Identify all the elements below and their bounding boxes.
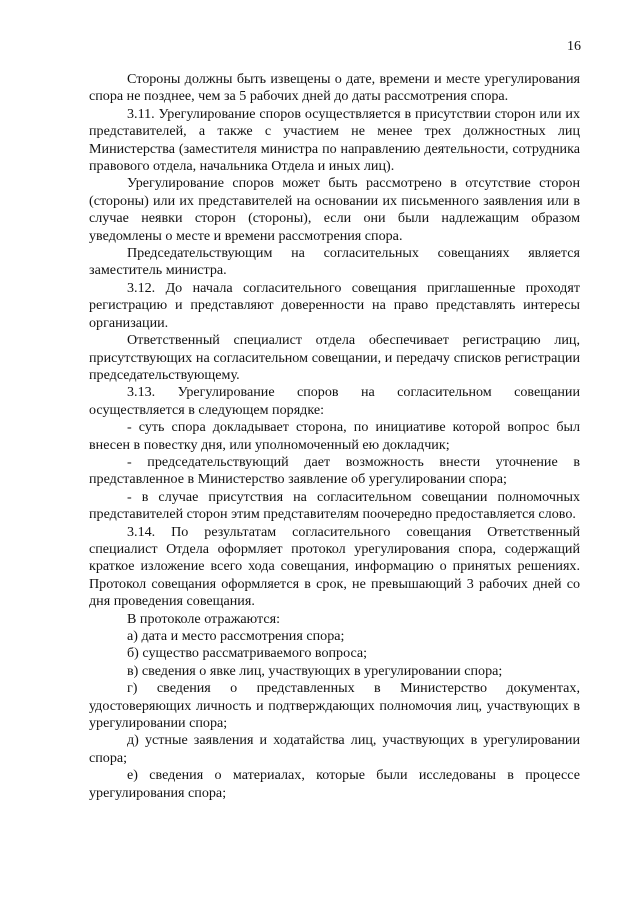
page-number: 16 <box>567 39 581 54</box>
document-body <box>89 71 580 802</box>
list-item-g: г) сведения о представленных в Министерство документах, удостоверяющих личность и подтверждающих полномочия лиц, участвующих в урегулировании спора; <box>89 680 580 732</box>
paragraph-3-13: 3.13. Урегулирование споров на согласительном совещании осуществляется в следующем порядке: <box>89 384 580 418</box>
list-item-a: а) дата и место рассмотрения спора; <box>127 628 345 644</box>
list-item-d: д) устные заявления и ходатайства лиц, участвующих в урегулировании спора; <box>89 732 580 766</box>
list-item-dispute-report: - суть спора докладывает сторона, по инициативе которой вопрос был внесен в повестку дня, или уполномоченный ею докладчик; <box>89 419 580 453</box>
list-item-representatives: - в случае присутствия на согласительном совещании полномочных представителей сторон этим представителям поочередно предоставляется слово. <box>89 488 580 523</box>
list-item-clarification: - председательствующий дает возможность внести уточнение в представленное в Министерство заявление об урегулировании спора; <box>89 453 580 488</box>
paragraph-3-11: 3.11. Урегулирование споров осуществляется в присутствии сторон или их представителей, а также с участием не менее трех должностных лиц Министерства (заместителя министра по направлению деятельности, сотрудника правового отдела, начальника Отдела и иных лиц). <box>89 105 580 175</box>
paragraph-chairperson: Председательствующим на согласительных совещаниях является заместитель министра. <box>89 245 580 279</box>
list-item-b: б) существо рассматриваемого вопроса; <box>127 645 368 662</box>
list-item-v: в) сведения о явке лиц, участвующих в урегулировании спора; <box>127 662 503 679</box>
paragraph-protocol-contents: В протоколе отражаются: <box>127 610 281 627</box>
paragraph-registration: Ответственный специалист отдела обеспечивает регистрацию лиц, присутствующих на согласительном совещании, и передачу списков регистрации председательствующему. <box>89 332 580 383</box>
paragraph-3-14: 3.14. По результатам согласительного совещания Ответственный специалист Отдела оформляет протокол урегулирования спора, содержащий краткое изложение всего хода совещания, информацию о принятых решениях. Протокол совещания оформляется в срок, не превышающий 3 рабочих дней со дня проведения совещания. <box>89 523 580 610</box>
list-item-e: е) сведения о материалах, которые были исследованы в процессе урегулирования спора; <box>89 767 580 801</box>
paragraph-absence-review: Урегулирование споров может быть рассмотрено в отсутствие сторон (стороны) или их представителей на основании их письменного заявления или в случае неявки сторон (стороны), если они были надлежащим образом уведомлены о месте и времени рассмотрения спора. <box>89 175 580 244</box>
paragraph-3-12: 3.12. До начала согласительного совещания приглашенные проходят регистрацию и представляют доверенности на право представлять интересы организации. <box>89 279 580 331</box>
paragraph-notice-deadline: Стороны должны быть извещены о дате, времени и месте урегулирования спора не позднее, чем за 5 рабочих дней до даты рассмотрения спора. <box>89 71 580 105</box>
